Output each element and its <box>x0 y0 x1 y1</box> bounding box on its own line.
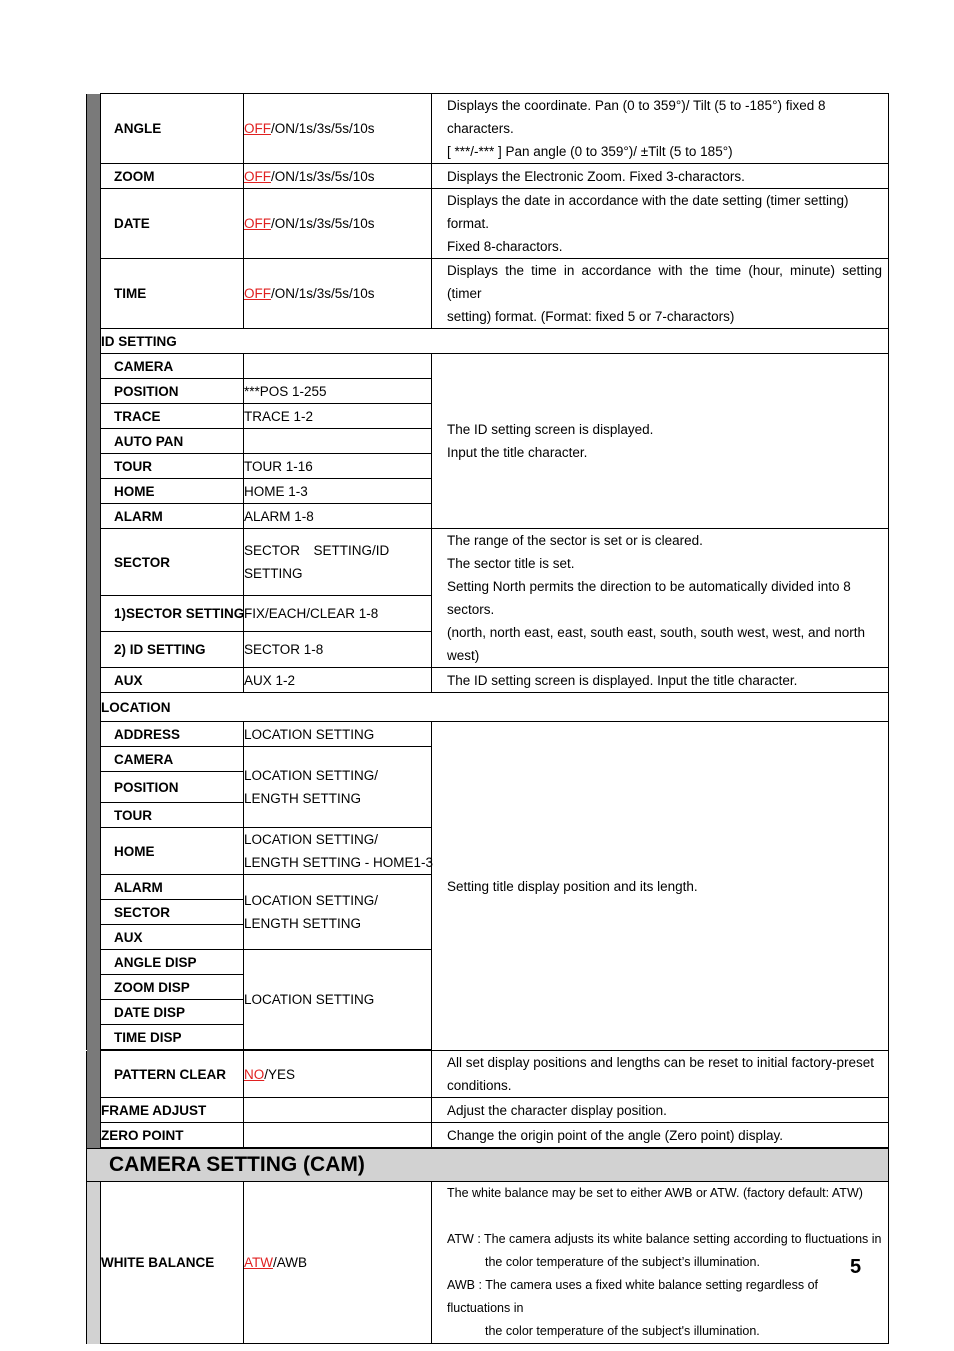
item-name: POSITION <box>101 379 244 404</box>
section-row <box>87 329 889 354</box>
item-name: POSITION <box>101 772 244 803</box>
side-bar <box>87 1098 101 1123</box>
side-bar <box>87 479 101 504</box>
item-name: HOME <box>101 828 244 875</box>
item-setting <box>244 429 432 454</box>
side-bar <box>87 1123 101 1148</box>
item-name: ZOOM DISP <box>101 975 244 1000</box>
item-name: CAMERA <box>101 747 244 772</box>
item-name: 1)SECTOR SETTING <box>101 596 244 632</box>
item-setting <box>244 354 432 379</box>
section-row <box>87 693 889 722</box>
side-bar <box>87 828 101 875</box>
item-name: FRAME ADJUST <box>101 1098 244 1123</box>
side-bar <box>87 975 101 1000</box>
item-name: CAMERA <box>101 354 244 379</box>
item-name: TIME <box>101 259 244 329</box>
item-setting <box>244 1123 432 1148</box>
side-bar <box>87 259 101 329</box>
item-setting: OFF/ON/1s/3s/5s/10s <box>244 94 432 164</box>
item-name: DATE DISP <box>101 1000 244 1025</box>
section-title: LOCATION <box>101 693 889 722</box>
camera-setting-heading: CAMERA SETTING (CAM) <box>87 1149 889 1182</box>
item-name: AUX <box>101 668 244 693</box>
item-setting: SECTOR 1-8 <box>244 632 432 668</box>
table-row <box>87 722 889 747</box>
item-setting <box>244 1098 432 1123</box>
item-setting: AUX 1-2 <box>244 668 432 693</box>
side-bar <box>87 529 101 596</box>
item-name: ZERO POINT <box>101 1123 244 1148</box>
item-name: ADDRESS <box>101 722 244 747</box>
side-bar <box>87 950 101 975</box>
side-bar <box>87 504 101 529</box>
table-row <box>87 1051 889 1098</box>
table-row <box>87 259 889 329</box>
item-setting: LOCATION SETTING/ LENGTH SETTING <box>244 747 432 828</box>
item-name: AUX <box>101 925 244 950</box>
side-bar <box>87 329 101 354</box>
item-description: The white balance may be set to either AWB or ATW. (factory default: ATW) ATW : The camera adjusts its white balance setting according to fluctuations in the color temperature of the subject’s illumination. AWB : The camera uses a fixed white balance setting regardless of fluctuations in the color temperature of the subject's illumination. <box>432 1182 889 1344</box>
item-setting: LOCATION SETTING <box>244 722 432 747</box>
side-bar <box>87 875 101 900</box>
item-setting: OFF/ON/1s/3s/5s/10s <box>244 189 432 259</box>
side-bar <box>87 596 101 632</box>
table-row <box>87 189 889 259</box>
item-name: ANGLE DISP <box>101 950 244 975</box>
side-bar <box>87 189 101 259</box>
item-name: ZOOM <box>101 164 244 189</box>
item-name: HOME <box>101 479 244 504</box>
item-setting: TRACE 1-2 <box>244 404 432 429</box>
item-name: PATTERN CLEAR <box>101 1051 244 1098</box>
item-setting: NO/YES <box>244 1051 432 1098</box>
side-bar <box>87 164 101 189</box>
table-row <box>87 668 889 693</box>
default-value: OFF <box>244 121 271 136</box>
side-bar <box>87 1182 101 1344</box>
table-row <box>87 1123 889 1148</box>
item-setting: ALARM 1-8 <box>244 504 432 529</box>
item-name: DATE <box>101 189 244 259</box>
side-bar <box>87 668 101 693</box>
item-setting: OFF/ON/1s/3s/5s/10s <box>244 259 432 329</box>
item-setting: ***POS 1-255 <box>244 379 432 404</box>
default-value: NO <box>244 1066 265 1082</box>
side-bar <box>87 404 101 429</box>
item-setting: LOCATION SETTING/ LENGTH SETTING <box>244 875 432 950</box>
item-setting: HOME 1-3 <box>244 479 432 504</box>
side-bar <box>87 722 101 747</box>
item-name: ALARM <box>101 504 244 529</box>
side-bar <box>87 900 101 925</box>
item-description: Displays the date in accordance with the date setting (timer setting) format. Fixed 8-charactors. <box>432 189 889 259</box>
side-bar <box>87 454 101 479</box>
item-name: AUTO PAN <box>101 429 244 454</box>
item-setting: LOCATION SETTING/ LENGTH SETTING - HOME1-3 <box>244 828 432 875</box>
side-bar <box>87 354 101 379</box>
default-value: OFF <box>244 168 271 184</box>
table-row <box>87 354 889 379</box>
item-name: TOUR <box>101 454 244 479</box>
item-description: The ID setting screen is displayed. Input the title character. <box>432 354 889 529</box>
item-name: SECTOR <box>101 529 244 596</box>
item-setting: FIX/EACH/CLEAR 1-8 <box>244 596 432 632</box>
camera-setting-table <box>86 1148 889 1344</box>
item-description: Change the origin point of the angle (Zero point) display. <box>432 1123 889 1148</box>
item-description: Adjust the character display position. <box>432 1098 889 1123</box>
table-row <box>87 529 889 596</box>
item-description: Displays the time in accordance with the time (hour, minute) setting (timer setting) format. (Format: fixed 5 or 7-charactors) <box>432 259 889 329</box>
side-bar <box>87 925 101 950</box>
item-description: Setting title display position and its length. <box>432 722 889 1051</box>
default-value: ATW <box>244 1255 273 1270</box>
table-row <box>87 164 889 189</box>
item-description: The ID setting screen is displayed. Input the title character. <box>432 668 889 693</box>
item-name: 2) ID SETTING <box>101 632 244 668</box>
side-bar <box>87 1000 101 1025</box>
item-name: TIME DISP <box>101 1025 244 1050</box>
item-setting: TOUR 1-16 <box>244 454 432 479</box>
side-bar <box>87 803 101 828</box>
side-bar <box>87 772 101 803</box>
table-row <box>87 1182 889 1344</box>
table-row <box>87 94 889 164</box>
item-setting: SECTOR SETTING/ID SETTING <box>244 529 432 596</box>
item-description: Displays the coordinate. Pan (0 to 359°)/ Tilt (5 to -185°) fixed 8 characters. [ ***/-*** ] Pan angle (0 to 359°)/ ±Tilt (5 to 185°) <box>432 94 889 164</box>
item-setting: LOCATION SETTING <box>244 950 432 1050</box>
default-value: OFF <box>244 286 271 301</box>
page-number: 5 <box>850 1256 862 1278</box>
side-bar <box>87 1051 101 1098</box>
side-bar <box>87 94 101 164</box>
side-bar <box>87 429 101 454</box>
item-description: All set display positions and lengths can be reset to initial factory-preset conditions. <box>432 1051 889 1098</box>
spec-table-page <box>86 93 889 1344</box>
item-setting: OFF/ON/1s/3s/5s/10s <box>244 164 432 189</box>
item-description: Displays the Electronic Zoom. Fixed 3-charactors. <box>432 164 889 189</box>
side-bar <box>87 632 101 668</box>
item-name: WHITE BALANCE <box>101 1182 244 1344</box>
item-name: ANGLE <box>101 94 244 164</box>
item-name: SECTOR <box>101 900 244 925</box>
item-name: TRACE <box>101 404 244 429</box>
table-row <box>87 1098 889 1123</box>
settings-table <box>86 93 889 1148</box>
side-bar <box>87 379 101 404</box>
default-value: OFF <box>244 216 271 231</box>
item-name: ALARM <box>101 875 244 900</box>
item-name: TOUR <box>101 803 244 828</box>
side-bar <box>87 693 101 722</box>
side-bar <box>87 747 101 772</box>
section-title: ID SETTING <box>101 329 889 354</box>
side-bar <box>87 1025 101 1050</box>
item-description: The range of the sector is set or is cleared. The sector title is set. Setting North permits the direction to be automatically divided into 8 sectors. (north, north east, east, south east, south, south west, west, and north west) <box>432 529 889 668</box>
item-setting: ATW/AWB <box>244 1182 432 1344</box>
